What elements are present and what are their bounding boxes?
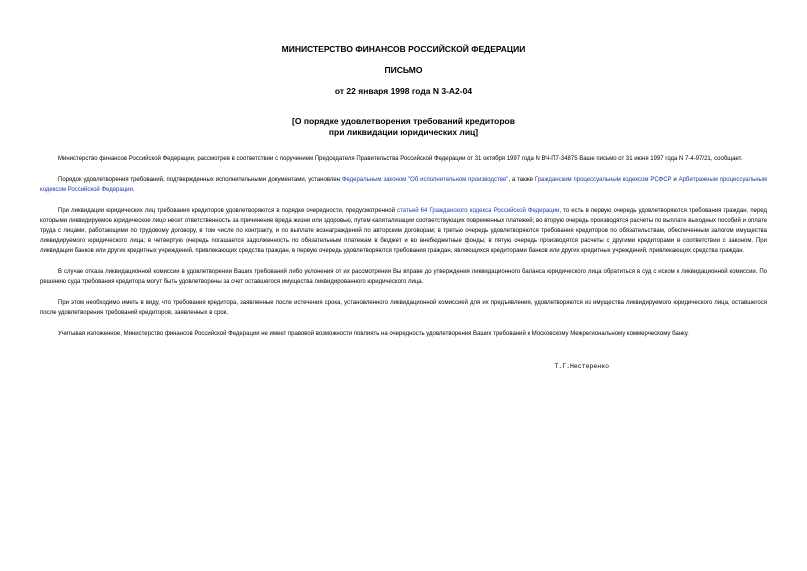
link-civil-code-article-64[interactable]: статьей 64 Гражданского кодекса Российской Федерации: [397, 208, 560, 214]
paragraph-2-text-d: .: [132, 187, 135, 193]
paragraph-3-text-b: , то есть в первую очередь удовлетворяются требования граждан, перед которыми ликвидируемое юридическое лицо несет ответственность за причинение вреда жизни или здоровью, путем капитализации соответствующих повременных платежей; во вторую очередь производятся расчеты по выплате выходных пособий и оплате труда с лицами, работающими по трудовому договору, в том числе по контракту, и по выплате вознаграждений по авторским договорам; в третью очередь удовлетворяются требования кредиторов по обязательствам, обеспеченным залогом имущества ликвидируемого юридического лица; в четвертую очередь погашается задолженность по обязательным платежам в бюджет и во внебюджетные фонды; в пятую очередь производятся расчеты с другими кредиторами в соответствии с законом. При ликвидации банков или других кредитных учреждений, привлекающих средства граждан, в первую очередь удовлетворяются требования граждан, являющихся кредиторами банков или других кредитных учреждений, привлекающих средства граждан.: [40, 208, 767, 254]
document-date-number: от 22 января 1998 года N 3-А2-04: [334, 86, 473, 96]
subject-line-2: при ликвидации юридических лиц]: [328, 127, 479, 137]
paragraph-3: [40, 206, 767, 256]
paragraph-3-text-a: При ликвидации юридических лиц требования кредиторов удовлетворяются в порядке очередности, предусмотренной: [58, 208, 398, 214]
paragraph-2-text-a: Порядок удовлетворения требований, подтвержденных исполнительными документами, установлен: [58, 177, 342, 183]
link-arbitration-procedure-code[interactable]: Арбитражным процессуальным кодексом Российской Федерации: [40, 177, 767, 193]
paragraph-2: [40, 175, 767, 195]
document-subject: [40, 116, 767, 138]
paragraph-4: В случае отказа ликвидационной комиссии в удовлетворении Ваших требований либо уклонения от их рассмотрения Вы вправе до утверждения ликвидационного баланса юридического лица обратиться в суд с иском к ликвидационной комиссии. По решению суда требования кредитора могут быть удовлетворены за счет оставшегося имущества ликвидированного юридического лица.: [40, 269, 767, 285]
paragraph-6: Учитывая изложенное, Министерство финансов Российской Федерации не имеет правовой возможности повлиять на очередность удовлетворения Ваших требований к Московскому Межрегиональному коммерческому банку.: [58, 331, 689, 337]
link-law-enforcement-proceedings[interactable]: Федеральным законом "Об исполнительном производстве": [341, 177, 509, 183]
subject-line-1: [О порядке удовлетворения требований кредиторов: [292, 116, 515, 126]
paragraph-1: Министерство финансов Российской Федерации, рассмотрев в соответствии с поручением Председателя Правительства Российской Федерации от 31 октября 1997 года N ВЧ-П7-34875 Ваше письмо от 31 июня 1997 года N 7-4-97/21, сообщает.: [58, 156, 743, 162]
ministry-heading: МИНИСТЕРСТВО ФИНАНСОВ РОССИЙСКОЙ ФЕДЕРАЦИИ: [281, 44, 526, 54]
link-civil-procedure-code[interactable]: Гражданским процессуальным кодексом РСФСР: [534, 177, 672, 183]
paragraph-5: При этом необходимо иметь в виду, что требования кредитора, заявленные после истечения срока, установленного ликвидационной комиссией для их предъявления, удовлетворяются из имущества ликвидируемого юридического лица, оставшегося после удовлетворения требований кредиторов, заявленных в срок.: [40, 300, 767, 316]
signature: Т.Г.Нестеренко: [554, 363, 609, 370]
document-type: ПИСЬМО: [384, 65, 423, 75]
paragraph-2-text-b: , а также: [508, 177, 535, 183]
paragraph-2-text-c: и: [671, 177, 679, 183]
